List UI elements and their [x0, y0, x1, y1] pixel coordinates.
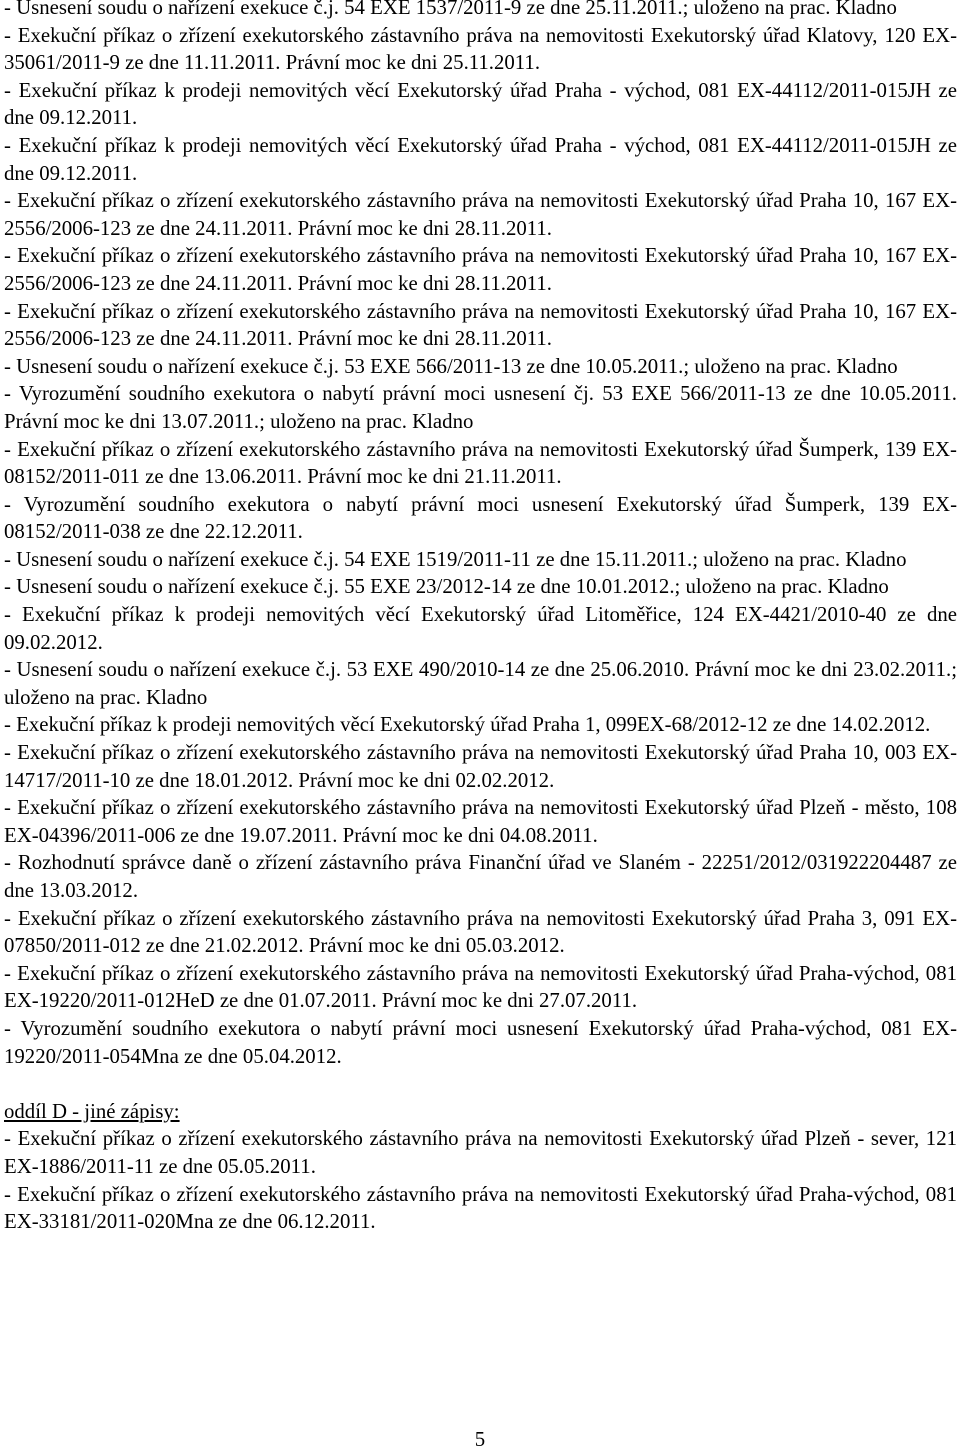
list-item: - Exekuční příkaz k prodeji nemovitých věcí Exekutorský úřad Litoměřice, 124 EX-4421/2010-40 ze dne 09.02.2012.	[4, 603, 957, 654]
list-item: - Exekuční příkaz o zřízení exekutorského zástavního práva na nemovitosti Exekutorský úřad Praha-východ, 081 EX-33181/2011-020Mna ze dne 06.12.2011.	[4, 1182, 957, 1234]
list-item: - Exekuční příkaz o zřízení exekutorského zástavního práva na nemovitosti Exekutorský úřad Praha 10, 167 EX-2556/2006-123 ze dne 24.11.2011. Právní moc ke dni 28.11.2011.	[4, 189, 957, 240]
list-item: - Rozhodnutí správce daně o zřízení zástavního práva Finanční úřad ve Slaném - 22251/2012/031922204487 ze dne 13.03.2012.	[4, 851, 957, 902]
list-item: - Exekuční příkaz o zřízení exekutorského zástavního práva na nemovitosti Exekutorský úřad Plzeň - město, 108 EX-04396/2011-006 ze dne 19.07.2011. Právní moc ke dni 04.08.2011.	[4, 796, 957, 847]
list-item: - Vyrozumění soudního exekutora o nabytí právní moci usnesení Exekutorský úřad Šumperk, 139 EX-08152/2011-038 ze dne 22.12.2011.	[4, 492, 957, 544]
list-item: - Usnesení soudu o nařízení exekuce č.j. 53 EXE 566/2011-13 ze dne 10.05.2011.; uloženo na prac. Kladno	[4, 354, 898, 378]
section-spacer	[4, 1070, 957, 1098]
list-item: - Exekuční příkaz k prodeji nemovitých věcí Exekutorský úřad Praha - východ, 081 EX-44112/2011-015JH ze dne 09.12.2011.	[4, 133, 957, 185]
list-item: - Exekuční příkaz o zřízení exekutorského zástavního práva na nemovitosti Exekutorský úřad Klatovy, 120 EX-35061/2011-9 ze dne 11.11.2011. Právní moc ke dni 25.11.2011.	[4, 23, 957, 75]
list-item: - Usnesení soudu o nařízení exekuce č.j. 55 EXE 23/2012-14 ze dne 10.01.2012.; uloženo na prac. Kladno	[4, 575, 889, 599]
section-heading: oddíl D - jiné zápisy:	[4, 1099, 180, 1123]
list-item: - Exekuční příkaz o zřízení exekutorského zástavního práva na nemovitosti Exekutorský úřad Praha 10, 003 EX-14717/2011-10 ze dne 18.01.2012. Právní moc ke dni 02.02.2012.	[4, 741, 957, 792]
list-item: - Exekuční příkaz o zřízení exekutorského zástavního práva na nemovitosti Exekutorský úřad Plzeň - sever, 121 EX-1886/2011-11 ze dne 05.05.2011.	[4, 1127, 957, 1178]
page-number: 5	[474, 1428, 486, 1451]
list-item: - Exekuční příkaz o zřízení exekutorského zástavního práva na nemovitosti Exekutorský úřad Praha-východ, 081 EX-19220/2011-012HeD ze dne 01.07.2011. Právní moc ke dni 27.07.2011.	[4, 961, 957, 1013]
list-item: - Exekuční příkaz o zřízení exekutorského zástavního práva na nemovitosti Exekutorský úřad Praha 10, 167 EX-2556/2006-123 ze dne 24.11.2011. Právní moc ke dni 28.11.2011.	[4, 299, 957, 351]
list-item: - Usnesení soudu o nařízení exekuce č.j. 54 EXE 1537/2011-9 ze dne 25.11.2011.; uloženo na prac. Kladno	[4, 0, 897, 19]
list-item: - Exekuční příkaz k prodeji nemovitých věcí Exekutorský úřad Praha 1, 099EX-68/2012-12 ze dne 14.02.2012.	[4, 713, 931, 737]
list-item: - Exekuční příkaz k prodeji nemovitých věcí Exekutorský úřad Praha - východ, 081 EX-44112/2011-015JH ze dne 09.12.2011.	[4, 78, 957, 130]
list-item: - Vyrozumění soudního exekutora o nabytí právní moci usnesení čj. 53 EXE 566/2011-13 ze dne 10.05.2011. Právní moc ke dni 13.07.2011.; uloženo na prac. Kladno	[4, 382, 957, 433]
list-item: - Vyrozumění soudního exekutora o nabytí právní moci usnesení Exekutorský úřad Praha-východ, 081 EX-19220/2011-054Mna ze dne 05.04.2012.	[4, 1016, 957, 1068]
list-item: - Usnesení soudu o nařízení exekuce č.j. 53 EXE 490/2010-14 ze dne 25.06.2010. Právní moc ke dni 23.02.2011.; uloženo na prac. Kladno	[4, 658, 957, 709]
list-item: - Usnesení soudu o nařízení exekuce č.j. 54 EXE 1519/2011-11 ze dne 15.11.2011.; uloženo na prac. Kladno	[4, 547, 907, 571]
document-body	[4, 0, 957, 1236]
list-item: - Exekuční příkaz o zřízení exekutorského zástavního práva na nemovitosti Exekutorský úřad Praha 3, 091 EX-07850/2011-012 ze dne 21.02.2012. Právní moc ke dni 05.03.2012.	[4, 906, 957, 958]
list-item: - Exekuční příkaz o zřízení exekutorského zástavního práva na nemovitosti Exekutorský úřad Šumperk, 139 EX-08152/2011-011 ze dne 13.06.2011. Právní moc ke dni 21.11.2011.	[4, 437, 957, 489]
list-item: - Exekuční příkaz o zřízení exekutorského zástavního práva na nemovitosti Exekutorský úřad Praha 10, 167 EX-2556/2006-123 ze dne 24.11.2011. Právní moc ke dni 28.11.2011.	[4, 244, 957, 295]
